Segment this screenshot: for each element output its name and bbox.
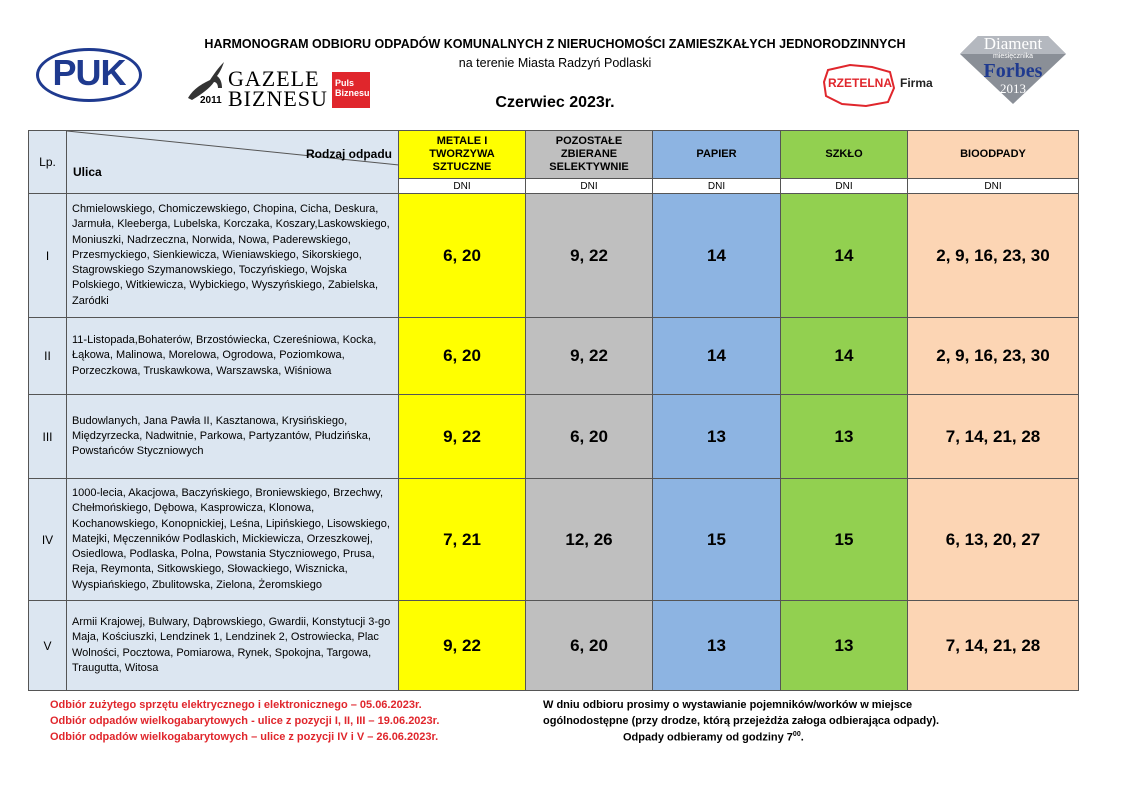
col-header-line: SELEKTYWNIE: [549, 161, 629, 173]
pozostale-days: 6, 20: [526, 601, 653, 691]
papier-days: 14: [653, 318, 781, 395]
period-title: Czerwiec 2023r.: [495, 94, 615, 111]
diament-word: Diament: [983, 34, 1043, 53]
dni-label: DNI: [781, 179, 908, 194]
metale-days: 6, 20: [399, 318, 526, 395]
row-streets: Chmielowskiego, Chomiczewskiego, Chopina, Cicha, Deskura, Jarmuła, Kleeberga, Lubelska, Korczaka, Koszary,Laskowskiego, Moniuszki, Nadrzeczna, Norwida, Nowa, Paderewskiego, Przesmyckiego, Sienkiewicza, Wieniawskiego, Sikorskiego, Stagrowskiego Szymanowskiego, Toczyńskiego, Wojska Polskiego, Witkiewicza, Wybickiego, Wyszyńskiego, Zabielska, Zaródki: [67, 194, 399, 318]
metale-days: 6, 20: [399, 194, 526, 318]
metale-days: 9, 22: [399, 601, 526, 691]
info-sup: 00: [792, 731, 801, 738]
col-header-pozostale: [526, 131, 653, 179]
table-row: [29, 318, 1079, 395]
info-line-3-text: Odpady odbieramy od godziny 7: [623, 731, 793, 744]
forbes-word: Forbes: [983, 60, 1043, 82]
szklo-days: 13: [781, 601, 908, 691]
ulica-header: Ulica: [73, 165, 102, 179]
note-electronics: Odbiór zużytego sprzętu elektrycznego i elektronicznego – 05.06.2023r.: [50, 699, 422, 711]
schedule-table: [28, 130, 1079, 691]
rzetelna-firma-logo: [820, 62, 940, 108]
bio-days: 7, 14, 21, 28: [908, 395, 1079, 479]
pozostale-days: 6, 20: [526, 395, 653, 479]
col-header-bioodpady: BIOODPADY: [908, 131, 1079, 179]
papier-days: 13: [653, 395, 781, 479]
puls-biznesu-badge: Puls Biznesu: [332, 72, 370, 108]
dni-label: DNI: [526, 179, 653, 194]
metale-days: 7, 21: [399, 479, 526, 601]
lp-header: Lp.: [29, 131, 67, 194]
firma-word: Firma: [900, 76, 933, 90]
bio-days: 7, 14, 21, 28: [908, 601, 1079, 691]
diament-forbes-logo: [960, 34, 1066, 104]
szklo-days: 13: [781, 395, 908, 479]
col-header-line: ZBIERANE: [560, 148, 618, 160]
puk-logo-text: PUK: [52, 52, 126, 93]
note-bulky-2: Odbiór odpadów wielkogabarytowych – ulice z pozycji IV i V – 26.06.2023r.: [50, 731, 439, 743]
miesiecznika-word: miesięcznika: [992, 53, 1034, 60]
info-line-2: ogólnodostępne (przy drodze, którą przejeżdża załoga odbierająca odpady).: [543, 715, 940, 727]
pozostale-days: 9, 22: [526, 318, 653, 395]
dni-label: DNI: [653, 179, 781, 194]
header-row: [29, 131, 1079, 179]
row-streets: Budowlanych, Jana Pawła II, Kasztanowa, Krysińskiego, Międzyrzecka, Nadwitnie, Parkowa, Partyzantów, Płudzińska, Powstańców Styczniowych: [67, 395, 399, 479]
bio-days: 2, 9, 16, 23, 30: [908, 318, 1079, 395]
row-streets: 1000-lecia, Akacjowa, Baczyńskiego, Broniewskiego, Brzechwy, Chełmońskiego, Dębowa, Kasprowicza, Klonowa, Kochanowskiego, Konopnickiej, Leśna, Lipińskiego, Lisowskiego, Matejki, Męczenników Podlaskich, Mickiewicza, Orzeszkowej, Osiedlowa, Podlaska, Polna, Powstania Styczniowego, Prusa, Reja, Reymonta, Sitkowskiego, Słowackiego, Wisznicka, Wyspiańskiego, Zbulitowska, Zielona, Żeromskiego: [67, 479, 399, 601]
metale-days: 9, 22: [399, 395, 526, 479]
pozostale-days: 12, 26: [526, 479, 653, 601]
ulica-rodzaj-header: [67, 131, 399, 194]
info-line-3: [623, 731, 804, 744]
info-line-1: W dniu odbioru prosimy o wystawianie pojemników/worków w miejsce: [543, 699, 913, 711]
szklo-days: 14: [781, 318, 908, 395]
col-header-line: TWORZYWA: [429, 148, 495, 160]
papier-days: 13: [653, 601, 781, 691]
table-row: [29, 601, 1079, 691]
row-lp: I: [29, 194, 67, 318]
diagonal-line-icon: [67, 131, 399, 193]
page-title: HARMONOGRAM ODBIORU ODPADÓW KOMUNALNYCH Z NIERUCHOMOŚCI ZAMIESZKAŁYCH JEDNORODZINNYCH: [204, 37, 906, 51]
table-row: [29, 194, 1079, 318]
dni-label: DNI: [908, 179, 1079, 194]
info-end: .: [800, 731, 804, 744]
puk-logo: [36, 48, 142, 102]
bio-days: 2, 9, 16, 23, 30: [908, 194, 1079, 318]
gazele-year: 2011: [200, 95, 222, 106]
gazele-word: GAZELE: [228, 66, 320, 91]
col-header-metale: [399, 131, 526, 179]
row-lp: III: [29, 395, 67, 479]
row-lp: IV: [29, 479, 67, 601]
col-header-szklo: SZKŁO: [781, 131, 908, 179]
rzetelna-word: RZETELNA: [828, 76, 892, 90]
col-header-line: SZTUCZNE: [432, 161, 492, 173]
szklo-days: 15: [781, 479, 908, 601]
row-streets: Armii Krajowej, Bulwary, Dąbrowskiego, Gwardii, Konstytucji 3-go Maja, Kościuszki, Lendzinek 1, Lendzinek 2, Ostrowiecka, Plac Wolności, Pocztowa, Pomiarowa, Rynek, Spokojna, Targowa, Traugutta, Witosa: [67, 601, 399, 691]
col-header-papier: PAPIER: [653, 131, 781, 179]
bio-days: 6, 13, 20, 27: [908, 479, 1079, 601]
gazele-biznesu-logo: [184, 58, 374, 111]
page-subtitle: na terenie Miasta Radzyń Podlaski: [458, 56, 652, 70]
biznesu-word: BIZNESU: [228, 86, 328, 111]
note-bulky-1: Odbiór odpadów wielkogabarytowych - ulice z pozycji I, II, III – 19.06.2023r.: [50, 715, 440, 727]
col-header-line: POZOSTAŁE: [555, 135, 623, 147]
col-header-line: METALE I: [436, 135, 488, 147]
row-streets: 11-Listopada,Bohaterów, Brzostówiecka, Czereśniowa, Kocka, Łąkowa, Malinowa, Morelowa, Ogrodowa, Poziomkowa, Porzeczkowa, Truskawkowa, Warszawska, Wiśniowa: [67, 318, 399, 395]
row-lp: V: [29, 601, 67, 691]
pozostale-days: 9, 22: [526, 194, 653, 318]
forbes-year: 2013: [1000, 81, 1026, 96]
table-row: [29, 479, 1079, 601]
dni-label: DNI: [399, 179, 526, 194]
table-row: [29, 395, 1079, 479]
row-lp: II: [29, 318, 67, 395]
papier-days: 15: [653, 479, 781, 601]
papier-days: 14: [653, 194, 781, 318]
szklo-days: 14: [781, 194, 908, 318]
rodzaj-odpadu-header: Rodzaj odpadu: [306, 147, 392, 161]
